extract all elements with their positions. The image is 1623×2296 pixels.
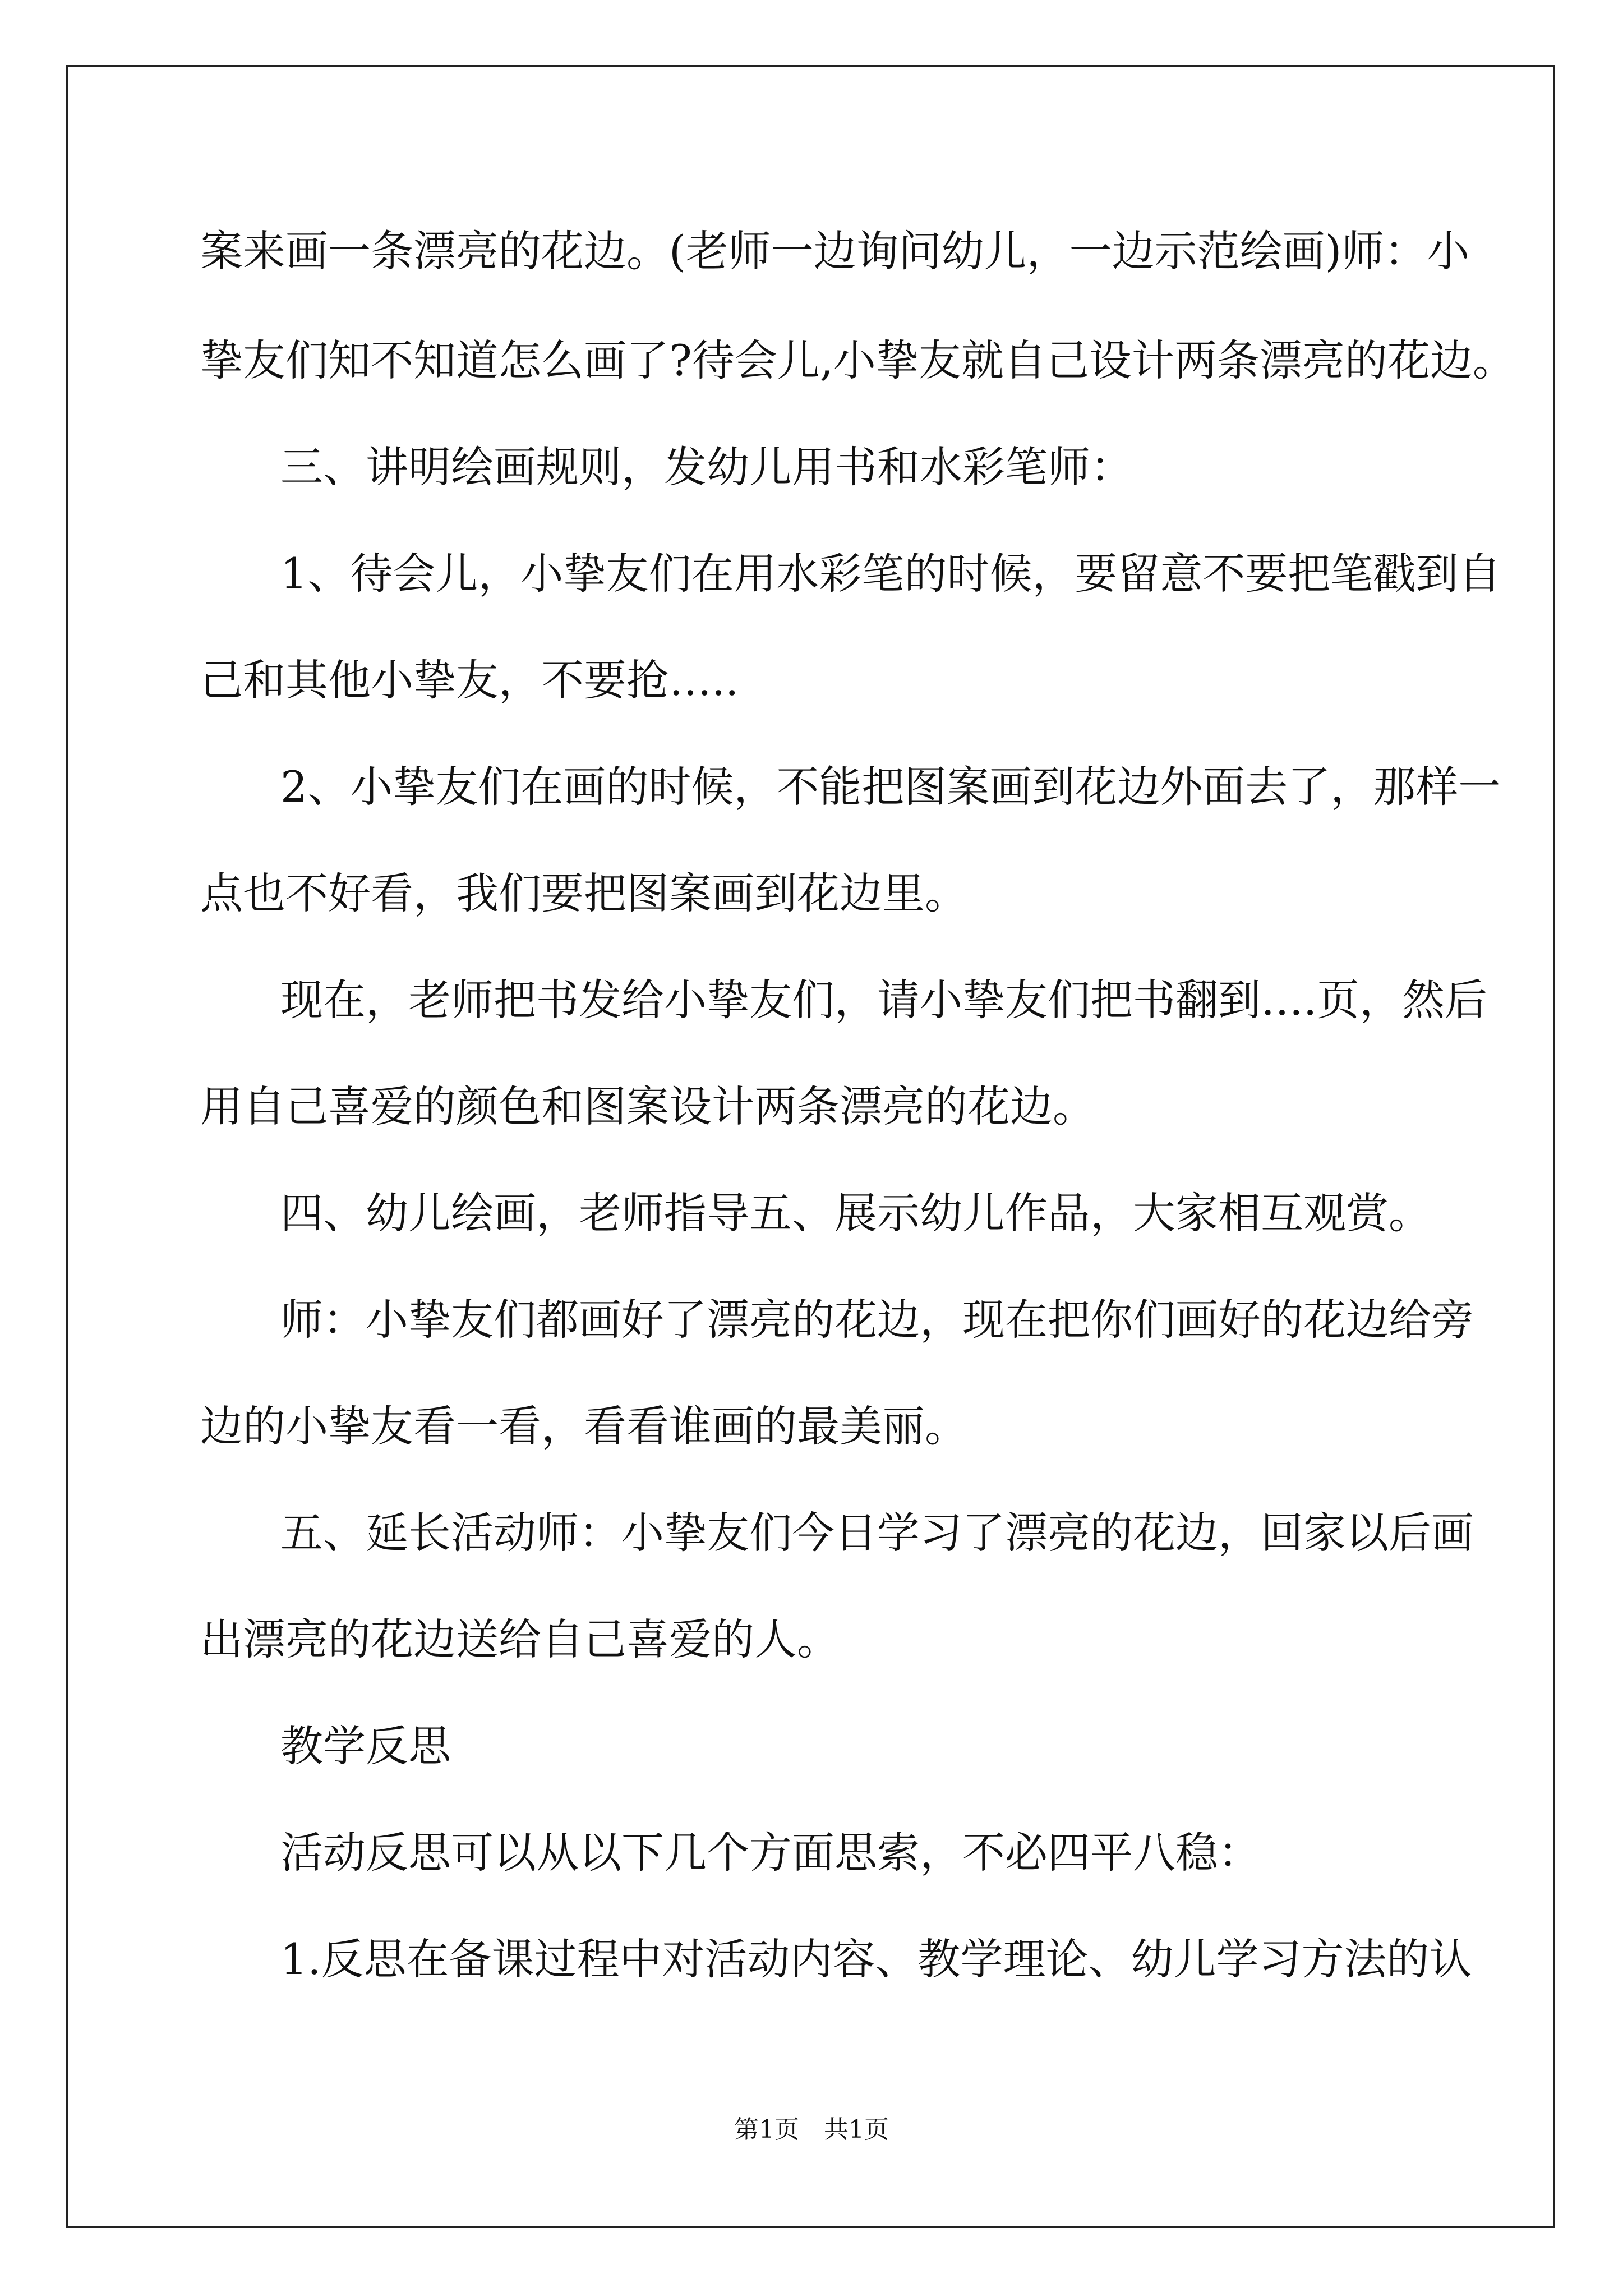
text-line-14: 出漂亮的花边送给自己喜爱的人。 (200, 1614, 840, 1664)
text-line-7: 点也不好看，我们要把图案画到花边里。 (200, 868, 967, 918)
text-line-9: 用自己喜爱的颜色和图案设计两条漂亮的花边。 (200, 1082, 1095, 1131)
text-line-10: 四、幼儿绘画，老师指导五、展示幼儿作品，大家相互观赏。 (280, 1188, 1431, 1238)
text-line-6: 2、小挚友们在画的时候，不能把图案画到花边外面去了，那样一 (280, 762, 1501, 812)
text-line-16: 活动反思可以从以下几个方面思索，不必四平八稳： (280, 1828, 1261, 1878)
text-line-11: 师：小挚友们都画好了漂亮的花边，现在把你们画好的花边给旁 (280, 1295, 1474, 1345)
page-frame (66, 65, 1555, 2228)
text-line-12: 边的小挚友看一看，看看谁画的最美丽。 (200, 1401, 967, 1451)
text-line-2: 挚友们知不知道怎么画了?待会儿,小挚友就自己设计两条漂亮的花边。 (200, 335, 1515, 385)
text-line-17: 1.反思在备课过程中对活动内容、教学理论、幼儿学习方法的认 (280, 1934, 1472, 1984)
text-line-3: 三、讲明绘画规则，发幼儿用书和水彩笔师： (280, 442, 1133, 492)
text-line-8: 现在，老师把书发给小挚友们，请小挚友们把书翻到….页，然后 (280, 975, 1488, 1025)
text-line-1: 案来画一条漂亮的花边。(老师一边询问幼儿，一边示范绘画)师：小 (200, 226, 1470, 276)
text-line-5: 己和其他小挚友，不要抢….. (200, 655, 739, 705)
text-line-15: 教学反思 (280, 1721, 451, 1771)
text-line-13: 五、延长活动师：小挚友们今日学习了漂亮的花边，回家以后画 (280, 1508, 1474, 1558)
text-line-4: 1、待会儿，小挚友们在用水彩笔的时候，要留意不要把笔戳到自 (280, 549, 1501, 599)
page-footer: 第1页 共1页 (734, 2115, 889, 2144)
